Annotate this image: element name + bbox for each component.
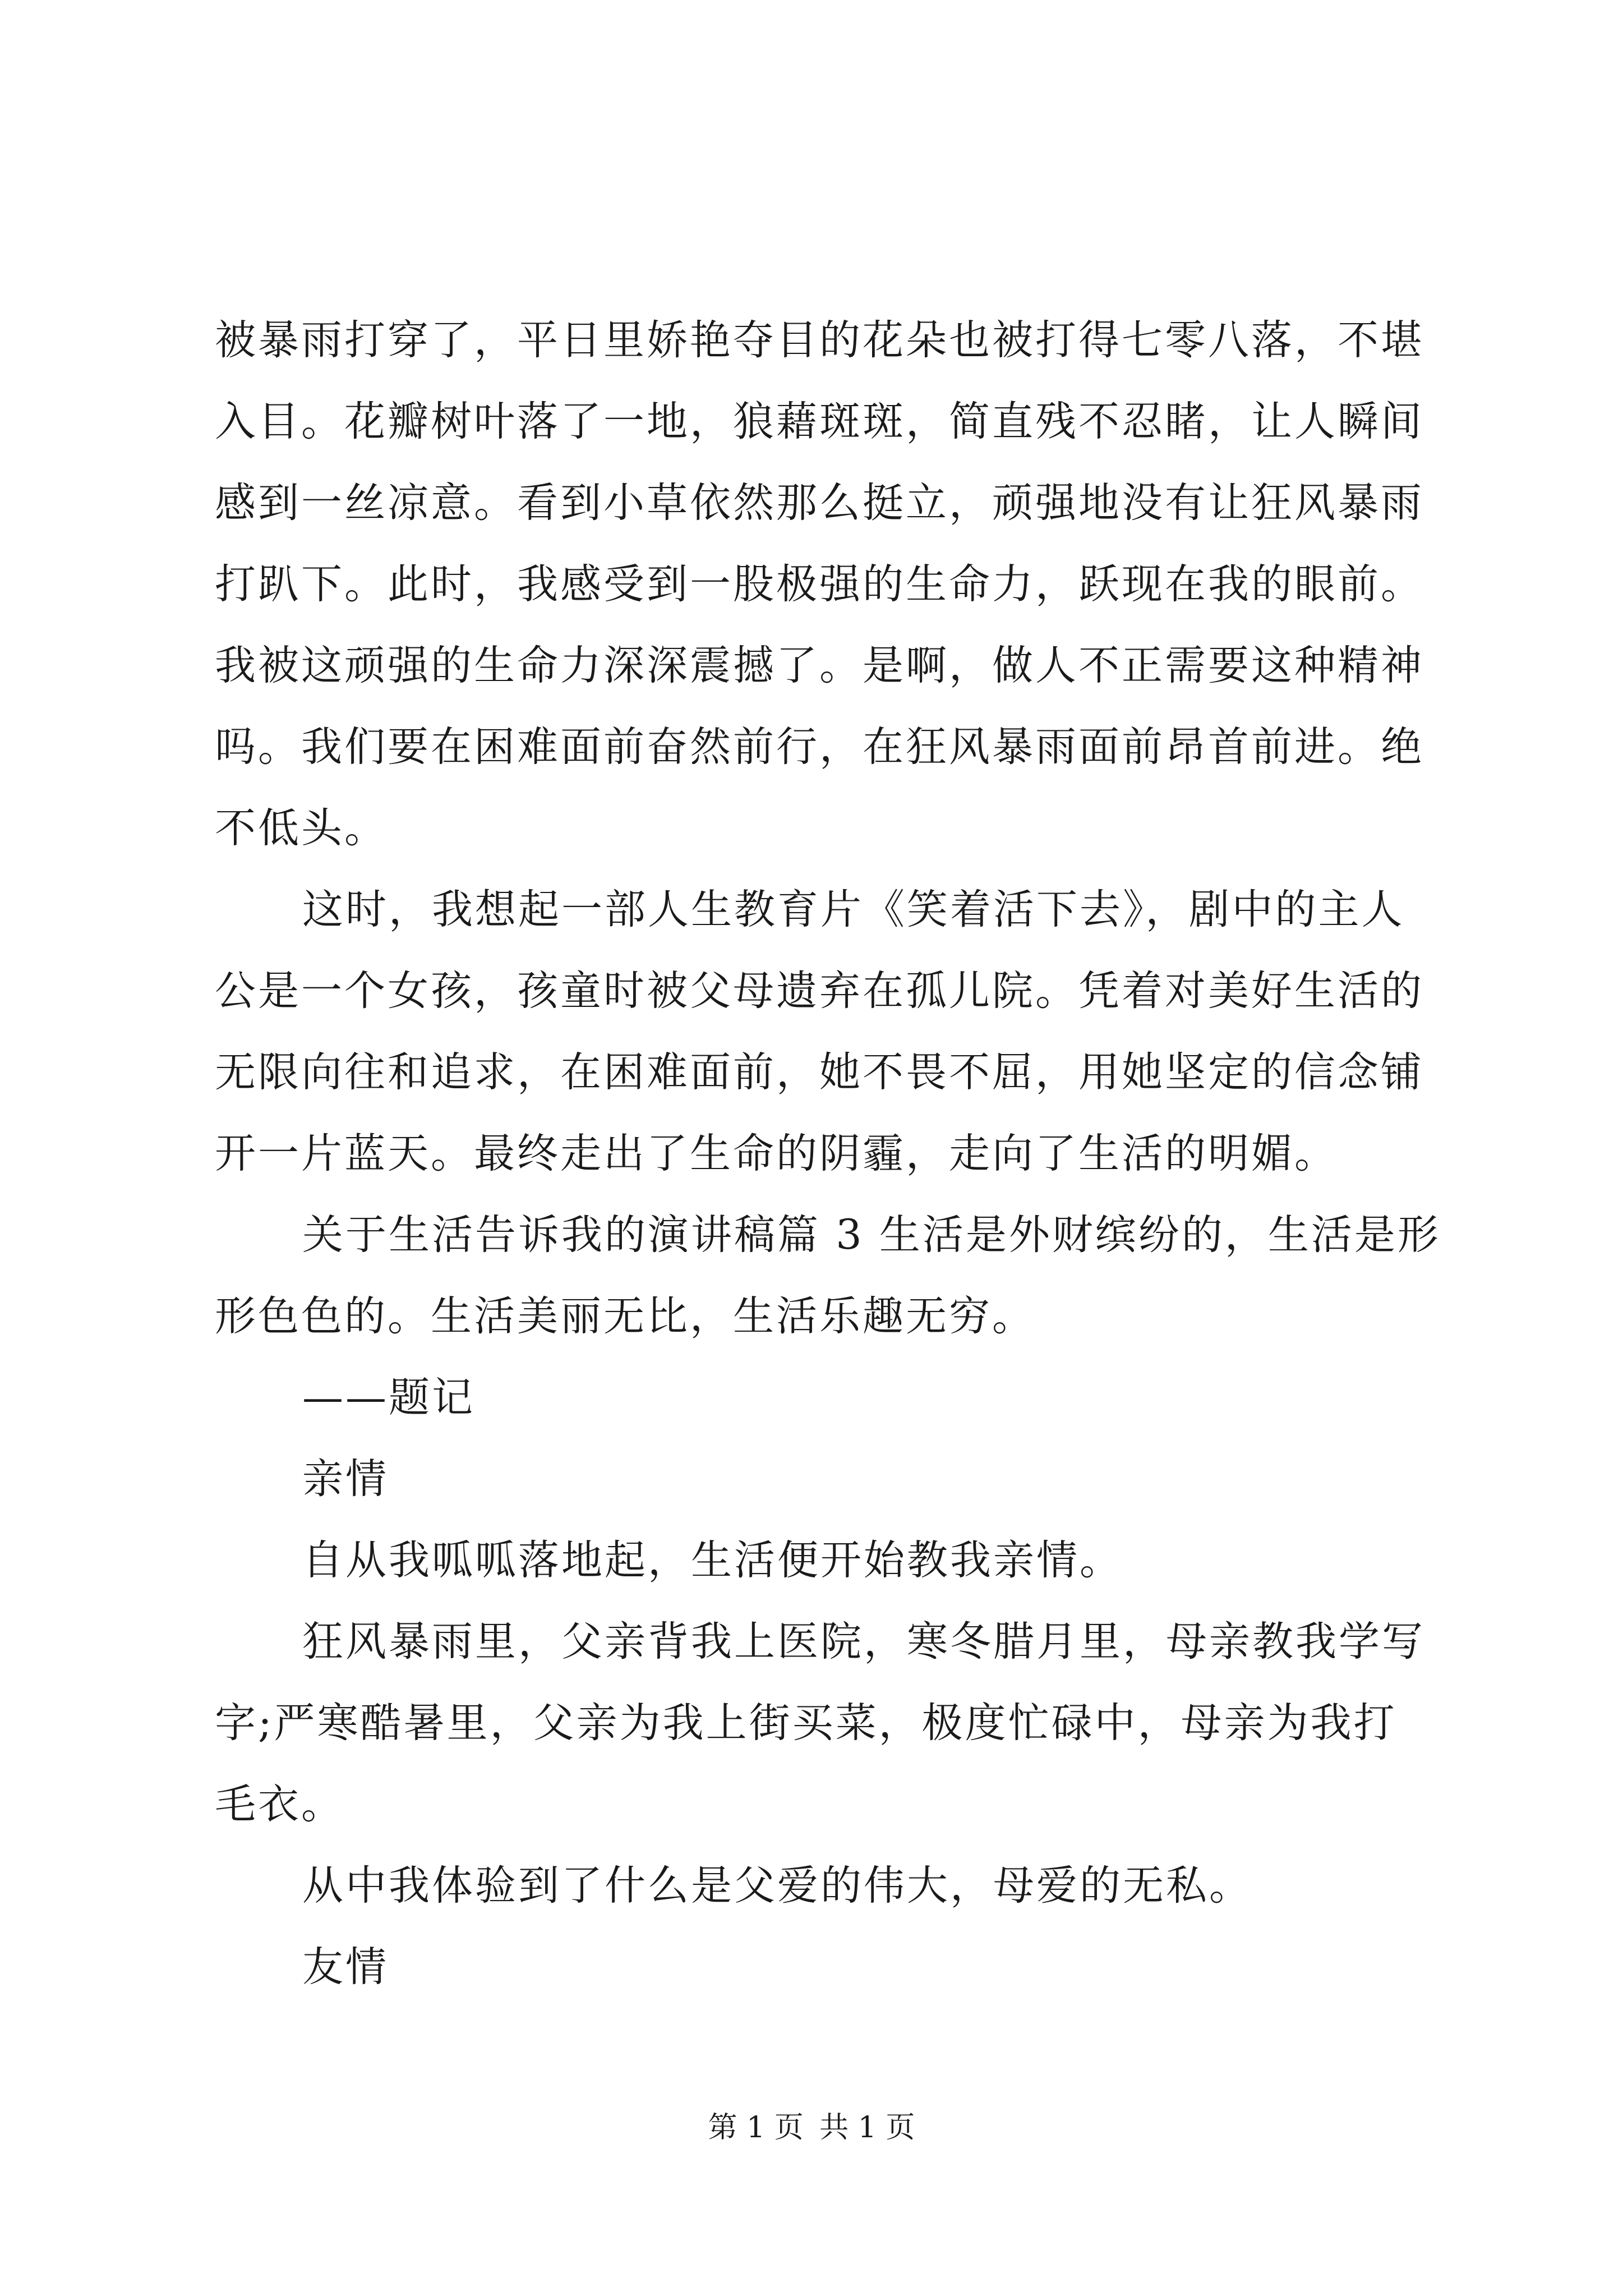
paragraph-start-line: 从中我体验到了什么是父爱的伟大，母爱的无私。: [302, 1862, 1252, 1910]
text-line: 开一片蓝天。最终走出了生命的阴霾，走向了生活的明媚。: [215, 1130, 1338, 1177]
document-body: [215, 300, 1441, 2008]
text-line: 吗。我们要在困难面前奋然前行，在狂风暴雨面前昂首前进。绝: [215, 723, 1424, 771]
text-line: 被暴雨打穿了，平日里娇艳夺目的花朵也被打得七零八落，不堪: [215, 316, 1424, 364]
text-line: 公是一个女孩，孩童时被父母遗弃在孤儿院。凭着对美好生活的: [215, 967, 1424, 1015]
epigraph-attribution: ——题记: [302, 1374, 475, 1421]
paragraph-start-line: 关于生活告诉我的演讲稿篇 3 生活是外财缤纷的，生活是形: [302, 1211, 1441, 1259]
text-line: 形色色的。生活美丽无比，生活乐趣无穷。: [215, 1292, 1035, 1340]
text-line: 感到一丝凉意。看到小草依然那么挺立，顽强地没有让狂风暴雨: [215, 479, 1424, 527]
section-heading-family: 亲情: [302, 1455, 389, 1503]
total-pages: 共 1 页: [819, 2111, 915, 2145]
page-number: 第 1 页: [708, 2111, 804, 2145]
text-line: 毛衣。: [215, 1780, 344, 1828]
page-footer: [0, 2108, 1623, 2147]
paragraph-start-line: 这时，我想起一部人生教育片《笑着活下去》，剧中的主人: [302, 886, 1405, 933]
text-line: 不低头。: [215, 804, 388, 852]
section-heading-friendship: 友情: [302, 1943, 389, 1991]
paragraph-start-line: 狂风暴雨里，父亲背我上医院，寒冬腊月里，母亲教我学写: [302, 1618, 1425, 1665]
text-line: 字;严寒酷暑里，父亲为我上街买菜，极度忙碌中，母亲为我打: [215, 1699, 1397, 1747]
text-line: 无限向往和追求，在困难面前，她不畏不屈，用她坚定的信念铺: [215, 1048, 1424, 1096]
text-line: 打趴下。此时，我感受到一股极强的生命力，跃现在我的眼前。: [215, 560, 1424, 608]
text-line: 入目。花瓣树叶落了一地，狼藉斑斑，简直残不忍睹，让人瞬间: [215, 398, 1424, 445]
text-line: 我被这顽强的生命力深深震撼了。是啊，做人不正需要这种精神: [215, 642, 1424, 689]
paragraph-start-line: 自从我呱呱落地起，生活便开始教我亲情。: [302, 1536, 1123, 1584]
